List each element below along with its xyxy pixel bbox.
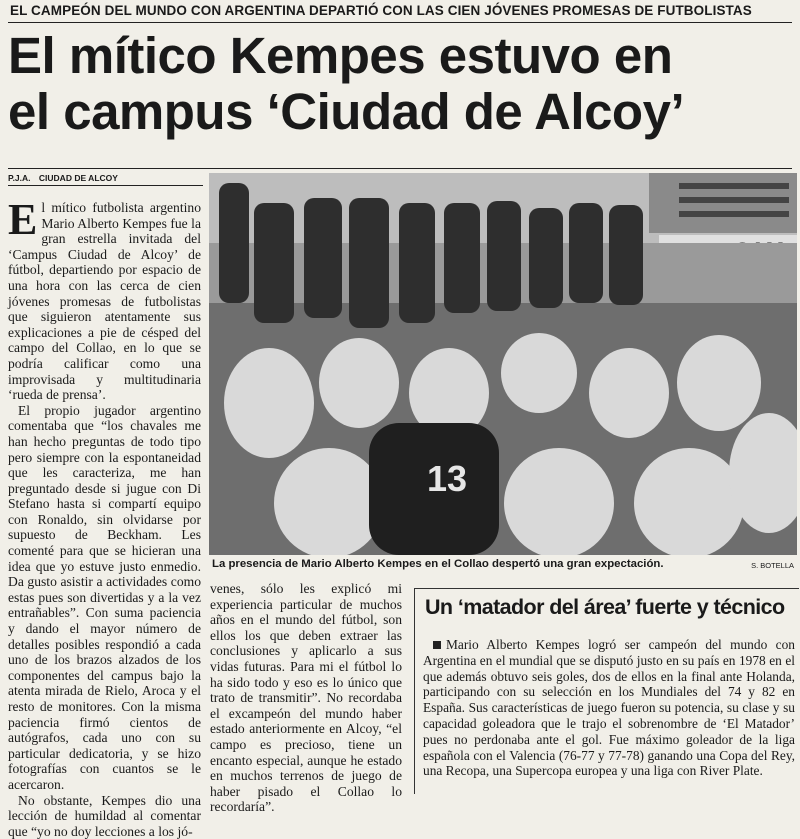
article-lead-paragraph — [8, 195, 201, 403]
byline — [8, 173, 124, 183]
photo-illustration — [209, 173, 797, 555]
bullet-square-icon — [433, 641, 441, 649]
photo-credit: S. BOTELLA — [751, 561, 794, 570]
article-column-2-text: venes, sólo les explicó mi experiencia particular de muchos años en el mundo del fútbol, son ellos los que deben extraer las conclusiones y aplicarlo a sus vidas futuras. Para mi el fútbol lo ha sido todo y eso es lo único que trato de transmitir”. No recordaba el excampeón del mundo haber estado anteriormente en Alcoy, “el campo es precioso, tiene un encanto especial, aunque he estado en muchos terrenos de juego de haber pisado el Collao lo recordaría”. — [210, 581, 402, 815]
jersey-number: 13 — [427, 458, 468, 499]
headline-rule — [8, 168, 792, 169]
lead-text: l mítico futbolista argentino Mario Alberto Kempes fue la gran estrella invitada del ‘Campus Ciudad de Alcoy’ de fútbol, departiendo por espacio de una hora con las cerca de cien jóvenes promesas de futbolistas que siguieron atentamente sus explicaciones a pie de césped del campo del Collao, en lo que se podría calificar como una improvisada y multitudinaria ‘rueda de prensa’. — [8, 200, 201, 403]
news-photo — [209, 173, 797, 555]
article-paragraph-3: No obstante, Kempes dio una lección de humildad al comentar que “yo no doy lecciones a los jó- — [8, 792, 201, 839]
headline — [8, 28, 794, 140]
kicker: EL CAMPEÓN DEL MUNDO CON ARGENTINA DEPARTIÓ CON LAS CIEN JÓVENES PROMESAS DE FUTBOLISTAS — [10, 3, 752, 18]
byline-author: P.J.A. — [8, 173, 31, 183]
drop-cap: E — [8, 195, 38, 244]
photo-caption: La presencia de Mario Alberto Kempes en el Collao despertó una gran expectación. — [212, 558, 664, 570]
kicker-rule — [8, 22, 792, 23]
byline-rule — [8, 185, 203, 186]
sidebar-box — [414, 588, 799, 794]
sidebar-title: Un ‘matador del área’ fuerte y técnico — [425, 595, 785, 619]
article-column-1 — [8, 195, 201, 839]
headline-line-1: El mítico Kempes estuvo en — [8, 27, 673, 84]
byline-location: CIUDAD DE ALCOY — [38, 173, 118, 183]
sidebar-paragraph: Mario Alberto Kempes logró ser campeón del mundo con Argentina en el mundial que se disputó justo en su país en 1978 en el que además obtuvo seis goles, dos de ellos en la final ante Holanda, participando con su selección en los Mundiales del 74 y 82 en España. Sus características de juego fueron su potencia, su clase y su capacidad goleadora que le trajo el sobrenombre de ‘El Matador’ pues no perdonaba ante el gol. Fue máximo goleador de la liga española con el Valencia (76-77 y 77-78) ganando una Copa del Rey, una Recopa, una Supercopa europea y una liga con River Plate. — [423, 637, 795, 779]
headline-line-2: el campus ‘Ciudad de Alcoy’ — [8, 83, 685, 140]
sidebar-body — [423, 637, 795, 779]
article-column-2 — [210, 581, 402, 815]
article-paragraph-2: El propio jugador argentino comentaba que “los chavales me han hecho preguntas de todo tipo pero siempre con la espontaneidad que les caracteriza, me han preguntado desde si jugue con Di Stefano hasta si compartí equipo con Ronaldo, sin olvidarse por supuesto de Beckham. Les comenté para que se hicieran una idea que yo estuve justo enmedio. Da gusto asistir a actividades como estas pues son divertidas y a la vez entrañables”. Con suma paciencia y dando el mayor número de detalles posibles respondió a cada uno de los brazos alzados de los componentes del campus bajo la atenta mirada de Rielo, Aroca y el resto de monitores. Con la misma paciencia firmó cientos de autógrafos, cada uno con su particular dedicatoria, y se hizo fotografías con cuantos se le acercaron. — [8, 402, 201, 792]
